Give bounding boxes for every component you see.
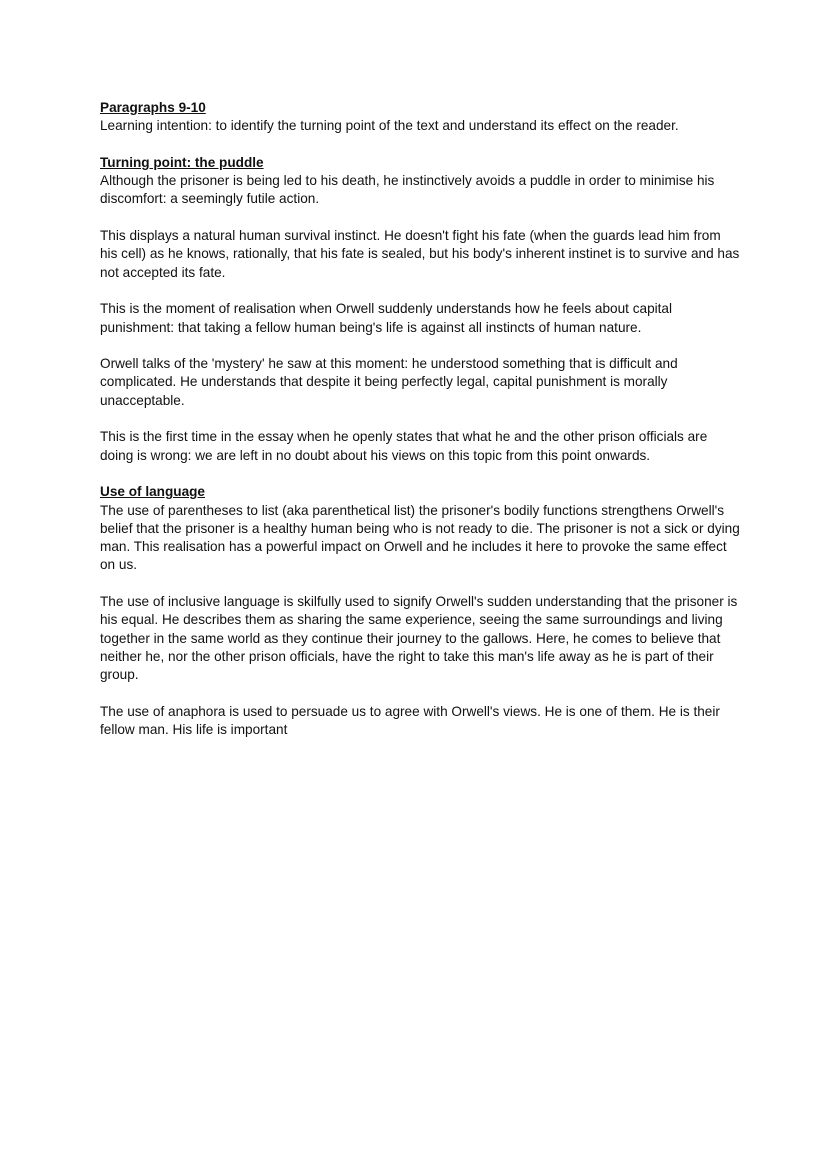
body-paragraph: The use of anaphora is used to persuade us to agree with Orwell's views. He is one of them. He is their fellow man. His life is important — [100, 703, 720, 738]
document-page — [100, 99, 740, 758]
section-use-of-language — [100, 483, 740, 739]
section-heading: Turning point: the puddle — [100, 154, 264, 170]
body-paragraph: This displays a natural human survival instinct. He doesn't fight his fate (when the guards lead him from his cell) as he knows, rationally, that his fate is sealed, but his body's inherent instinet is to survive and has not accepted its fate. — [100, 228, 740, 280]
section-heading: Use of language — [100, 484, 205, 500]
body-paragraph: This is the first time in the essay when he openly states that what he and the other prison officials are doing is wrong: we are left in no doubt about his views on this topic from this point onwards. — [100, 429, 708, 463]
body-paragraph: The use of parentheses to list (aka parenthetical list) the prisoner's bodily functions strengthens Orwell's belief that the prisoner is a healthy human being who is not ready to die. The prisoner is not a sick or dying man. This realisation has a powerful impact on Orwell and he includes it here to provoke the same effect on us. — [100, 502, 740, 573]
section-paragraphs-9-10 — [100, 99, 740, 136]
body-paragraph: This is the moment of realisation when Orwell suddenly understands how he feels about capital punishment: that taking a fellow human being's life is against all instincts of human nature. — [100, 301, 673, 335]
body-paragraph: Orwell talks of the 'mystery' he saw at this moment: he understood something that is difficult and complicated. He understands that despite it being perfectly legal, capital punishment is morally unacceptable. — [100, 356, 678, 408]
section-turning-point — [100, 154, 740, 465]
learning-intention: Learning intention: to identify the turning point of the text and understand its effect on the reader. — [100, 118, 679, 134]
body-paragraph: Although the prisoner is being led to his death, he instinctively avoids a puddle in order to minimise his discomfort: a seemingly futile action. — [100, 173, 715, 207]
body-paragraph: The use of inclusive language is skilfully used to signify Orwell's sudden understanding that the prisoner is his equal. He describes them as sharing the same experience, seeing the same surroundings and living together in the same world as they continue their journey to the gallows. Here, he comes to believe that neither he, nor the other prison officials, have the right to take this man's life away as he is part of their group. — [100, 594, 738, 683]
section-heading: Paragraphs 9-10 — [100, 100, 206, 115]
